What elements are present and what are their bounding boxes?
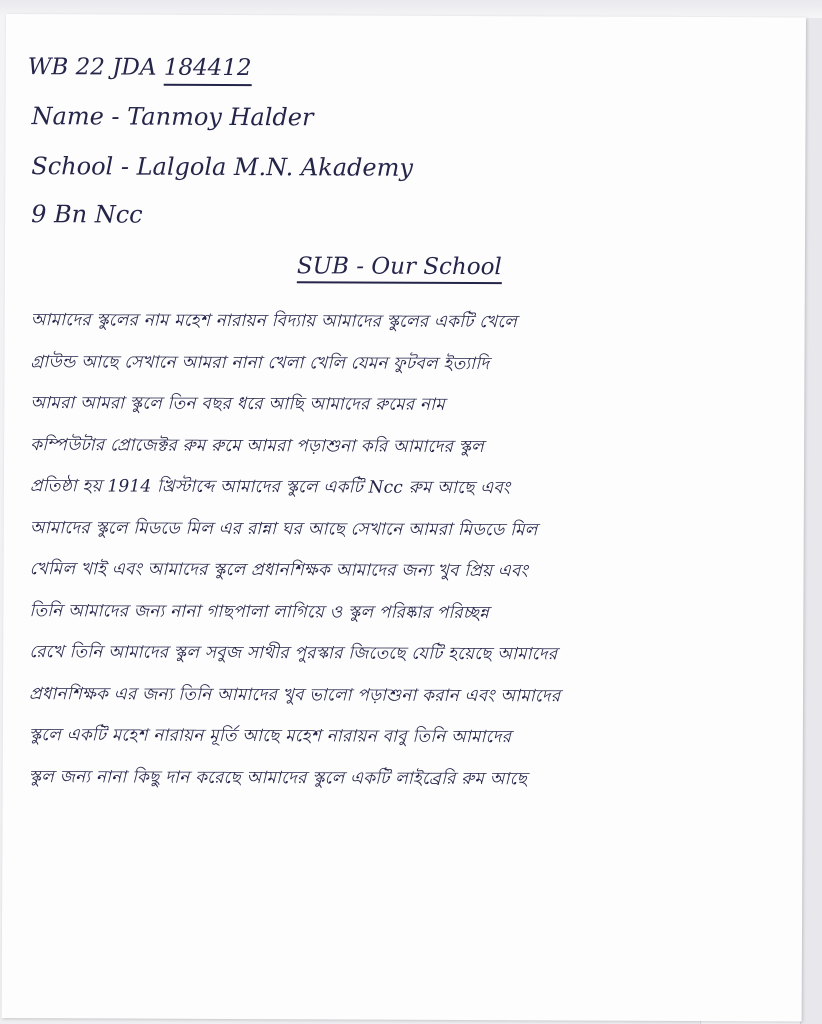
- essay-line: স্কুলে একটি মহেশ নারায়ন মূর্তি আছে মহেশ নারায়ন বাবু তিনি আমাদের: [28, 725, 512, 748]
- registration-number-line: [28, 54, 252, 81]
- essay-line: স্কুল জন্য নানা কিছু দান করেছে আমাদের স্কুলে একটি লাইব্রেরি রুম আছে: [28, 766, 528, 789]
- essay-line: কম্পিউটার প্রোজেক্টর রুম রুমে আমরা পড়াশুনা করি আমাদের স্কুল: [30, 434, 485, 457]
- essay-line: আমরা আমরা স্কুলে তিন বছর ধরে আছি আমাদের রুমের নাম: [30, 393, 445, 415]
- essay-subject: SUB - Our School: [297, 253, 502, 284]
- essay-line: প্রধানশিক্ষক এর জন্য তিনি আমাদের খুব ভালো পড়াশুনা করান এবং আমাদের: [28, 683, 561, 706]
- essay-body: [29, 300, 807, 801]
- essay-line: গ্রাউন্ড আছে সেখানে আমরা নানা খেলা খেলি যেমন ফুটবল ইত্যাদি: [30, 351, 490, 374]
- essay-line: প্রতিষ্ঠা হয় 1914 খ্রিস্টাব্দে আমাদের স্কুলে একটি Ncc রুম আছে এবং: [29, 476, 511, 499]
- essay-line: খেমিল খাই এবং আমাদের স্কুলে প্রধানশিক্ষক আমাদের জন্য খুব প্রিয় এবং: [29, 559, 528, 582]
- essay-line: আমাদের স্কুলের নাম মহেশ নারায়ন বিদ্যায় আমাদের স্কুলের একটি খেলে: [30, 310, 518, 333]
- essay-line: রেখে তিনি আমাদের স্কুল সবুজ সাথীর পুরস্কার জিতেছে যেটি হয়েছে আমাদের: [29, 642, 558, 665]
- school-line: School - Lalgola M.N. Akademy: [31, 152, 414, 182]
- registration-prefix: WB 22 JDA: [27, 54, 157, 81]
- registration-number: 184412: [164, 55, 252, 86]
- essay-line: আমাদের স্কুলে মিডডে মিল এর রান্না ঘর আছে সেখানে আমরা মিডডে মিল: [29, 517, 538, 540]
- essay-line: তিনি আমাদের জন্য নানা গাছপালা লাগিয়ে ও স্কুল পরিষ্কার পরিচ্ছন্ন: [29, 600, 490, 623]
- unit-line: 9 Bn Ncc: [31, 200, 143, 229]
- handwritten-page: [2, 14, 806, 1021]
- name-line: Name - Tanmoy Halder: [31, 102, 314, 132]
